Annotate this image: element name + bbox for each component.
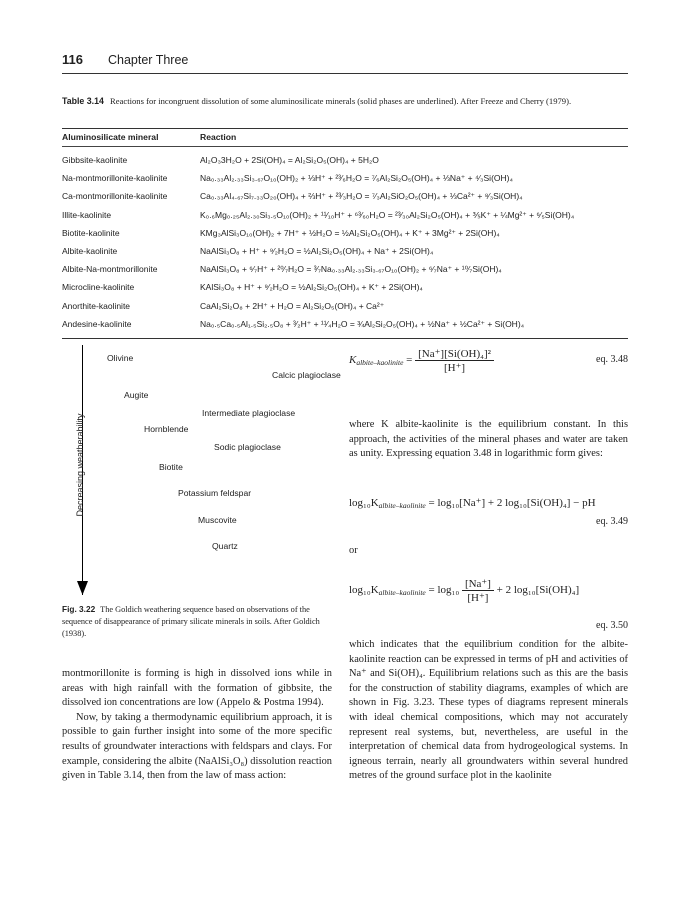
row-reaction: NaAlSi₃O₈ + ⁶⁄₇H⁺ + ²⁰⁄₇H₂O = ³⁄₇Na₀.₃₃Al₂.₃₃Si₃.₆₇O₁₀(OH)₂ + ⁶⁄₇Na⁺ + ¹⁰⁄₇Si(OH)₄: [200, 264, 502, 275]
row-mineral: Gibbsite-kaolinite: [62, 155, 128, 165]
table-caption: [62, 95, 622, 107]
row-reaction: Na₀.₅Ca₀.₅Al₁.₅Si₂.₅O₈ + ³⁄₂H⁺ + ¹¹⁄₄H₂O = ¾Al₂Si₂O₅(OH)₄ + ½Na⁺ + ½Ca²⁺ + Si(OH)₄: [200, 318, 525, 329]
eq-number-3-48: eq. 3.48: [596, 354, 628, 365]
table-label: Table 3.14: [62, 96, 104, 106]
row-reaction: NaAlSi₃O₈ + H⁺ + ⁹⁄₂H₂O = ½Al₂Si₂O₅(OH)₄ + Na⁺ + 2Si(OH)₄: [200, 246, 434, 256]
table-row: [62, 210, 628, 228]
row-reaction: Al₂O₃3H₂O + 2Si(OH)₄ = Al₂Si₂O₅(OH)₄ + 5H₂O: [200, 155, 379, 165]
table-caption-text: Reactions for incongruent dissolution of some aluminosilicate minerals (solid phases are underlined). After Freeze and Cherry (1979).: [110, 96, 572, 106]
mineral-sodic-plagioclase: Sodic plagioclase: [214, 442, 281, 452]
figure-caption-text: The Goldich weathering sequence based on observations of the sequence of disappearance of primary silicate minerals in soils. After Goldich (1938).: [62, 605, 320, 638]
mineral-intermediate-plagioclase: Intermediate plagioclase: [202, 408, 296, 418]
left-paragraph-2: Now, by taking a thermodynamic equilibrium approach, it is possible to gain further insight into some of the more specific results of groundwater interactions with feldspars and clays. For example, considering the albite (NaAlSi₃O₈) dissolution reaction given in Table 3.14, then from the law of mass action:: [62, 711, 332, 782]
goldich-figure: [62, 345, 342, 595]
page-number: 116: [62, 52, 83, 67]
running-header: [62, 52, 628, 74]
table-row: [62, 173, 628, 191]
mineral-biotite: Biotite: [159, 462, 183, 472]
row-mineral: Ca-montmorillonite-kaolinite: [62, 191, 168, 202]
eq350-numerator: [Na⁺]: [462, 577, 494, 591]
row-reaction: Na₀.₃₃Al₂.₃₃Si₃.₆₇O₁₀(OH)₂ + ⅓H⁺ + ²³⁄₆H₂O = ⁷⁄₆Al₂Si₂O₅(OH)₄ + ⅓Na⁺ + ⁴⁄₃Si(OH)₄: [200, 173, 513, 184]
table-header-rule: [62, 146, 628, 147]
eq348-numerator: [Na⁺][Si(OH)₄]²: [415, 347, 494, 361]
mineral-potassium-feldspar: Potassium feldspar: [178, 488, 252, 498]
table-header-mineral: Aluminosilicate mineral: [62, 132, 159, 142]
y-axis-label: Decreasing weatherability: [75, 413, 85, 517]
or-text: or: [349, 545, 358, 556]
table-bottom-rule: [62, 338, 628, 339]
mineral-augite: Augite: [124, 390, 149, 400]
row-reaction: CaAl₂Si₂O₈ + 2H⁺ + H₂O = Al₂Si₂O₅(OH)₄ + Ca²⁺: [200, 300, 385, 311]
mineral-quartz: Quartz: [212, 541, 238, 551]
table-top-rule: [62, 128, 628, 129]
equation-3-48: Kalbite–kaolinite = $\frac{\text{[Na⁺][Si(OH)₄]²}}{[H^+]}$: [349, 347, 494, 374]
eq-number-3-49: eq. 3.49: [596, 516, 628, 527]
row-mineral: Na-montmorillonite-kaolinite: [62, 173, 168, 184]
table-row: [62, 246, 628, 264]
row-mineral: Andesine-kaolinite: [62, 318, 132, 329]
left-column: [62, 667, 332, 784]
table-row: [62, 228, 628, 246]
mineral-olivine: Olivine: [107, 353, 134, 363]
row-mineral: Albite-Na-montmorillonite: [62, 264, 158, 275]
equation-3-49: log₁₀Kalbite–kaolinite = log₁₀[Na⁺] + 2 log₁₀[Si(OH)₄] − pH: [349, 497, 596, 510]
mineral-calcic-plagioclase: Calcic plagioclase: [272, 370, 341, 380]
figure-caption-label: Fig. 3.22: [62, 604, 96, 614]
table-row: [62, 155, 628, 173]
mineral-muscovite: Muscovite: [198, 515, 237, 525]
row-reaction: Ca₀.₃₃Al₄.₆₇Si₇.₃₃O₂₀(OH)₄ + ⅔H⁺ + ²³⁄₃H₂O = ⁷⁄₃Al₂SiO₂O₅(OH)₄ + ⅓Ca²⁺ + ⁸⁄₃Si(OH)₄: [200, 191, 523, 202]
down-arrow-icon: [77, 581, 88, 595]
right-paragraph-b: which indicates that the equilibrium condition for the albite-kaolinite reaction can be expressed in terms of pH and activities of Na⁺ and Si(OH)₄. Equilibrium relations such as this are the basis for the construction of stability diagrams, examples of which are shown in Fig. 3.23. These types of diagrams represent minerals with ideal chemical compositions, which may not accurately represent real systems, but, nevertheless, are useful in the interpretation of chemical data from hydrogeological systems. In igneous terrain, nearly all groundwaters within several hundred metres of the ground surface plot in the kaolinite: [349, 639, 628, 782]
table-row: [62, 319, 628, 337]
table-row: [62, 191, 628, 209]
right-paragraph-a: where K albite-kaolinite is the equilibrium constant. In this approach, the activities of the mineral phases and water are taken as unity. Expressing equation 3.48 in logarithmic form gives:: [349, 419, 628, 460]
row-mineral: Albite-kaolinite: [62, 246, 118, 256]
table-header-reaction: Reaction: [200, 132, 237, 142]
eq350-denominator: [H⁺]: [467, 592, 489, 604]
eq348-denominator: [H⁺]: [444, 362, 466, 374]
row-reaction: K₀.₆Mg₀.₂₅Al₂.₃₀Si₃.₅O₁₀(OH)₂ + ¹¹⁄₁₀H⁺ + ⁶³⁄₆₀H₂O = ²³⁄₃₀Al₂Si₂O₅(OH)₄ + ⅗K⁺ + ¼Mg²⁺ + ⁶⁄₅Si(OH)₄: [200, 209, 575, 220]
table-row: [62, 282, 628, 300]
row-reaction: KAlSi₃O₈ + H⁺ + ⁹⁄₂H₂O = ½Al₂Si₂O₅(OH)₄ + K⁺ + 2Si(OH)₄: [200, 282, 423, 293]
left-paragraph-1: montmorillonite is forming is high in dissolved ions while in areas with high rainfall with the formation of gibbsite, the dissolved ion concentrations are low (Appelo & Postma 1994).: [62, 668, 332, 709]
equation-3-50: log₁₀Kalbite–kaolinite = log₁₀ $\frac{[Na^+]}{[H^+]}$ + 2 log₁₀[Si(OH)₄]: [349, 578, 580, 604]
row-mineral: Microcline-kaolinite: [62, 282, 135, 293]
mineral-hornblende: Hornblende: [144, 424, 189, 434]
table-row: [62, 264, 628, 282]
row-mineral: Illite-kaolinite: [62, 209, 112, 220]
row-reaction: KMg₃AlSi₃O₁₀(OH)₂ + 7H⁺ + ½H₂O = ½Al₂Si₂O₅(OH)₄ + K⁺ + 3Mg²⁺ + 2Si(OH)₄: [200, 227, 500, 238]
row-mineral: Anorthite-kaolinite: [62, 300, 131, 311]
table-row: [62, 301, 628, 319]
figure-caption: [62, 603, 322, 640]
row-mineral: Biotite-kaolinite: [62, 227, 120, 238]
chapter-title: Chapter Three: [108, 53, 189, 67]
eq-number-3-50: eq. 3.50: [596, 620, 628, 631]
